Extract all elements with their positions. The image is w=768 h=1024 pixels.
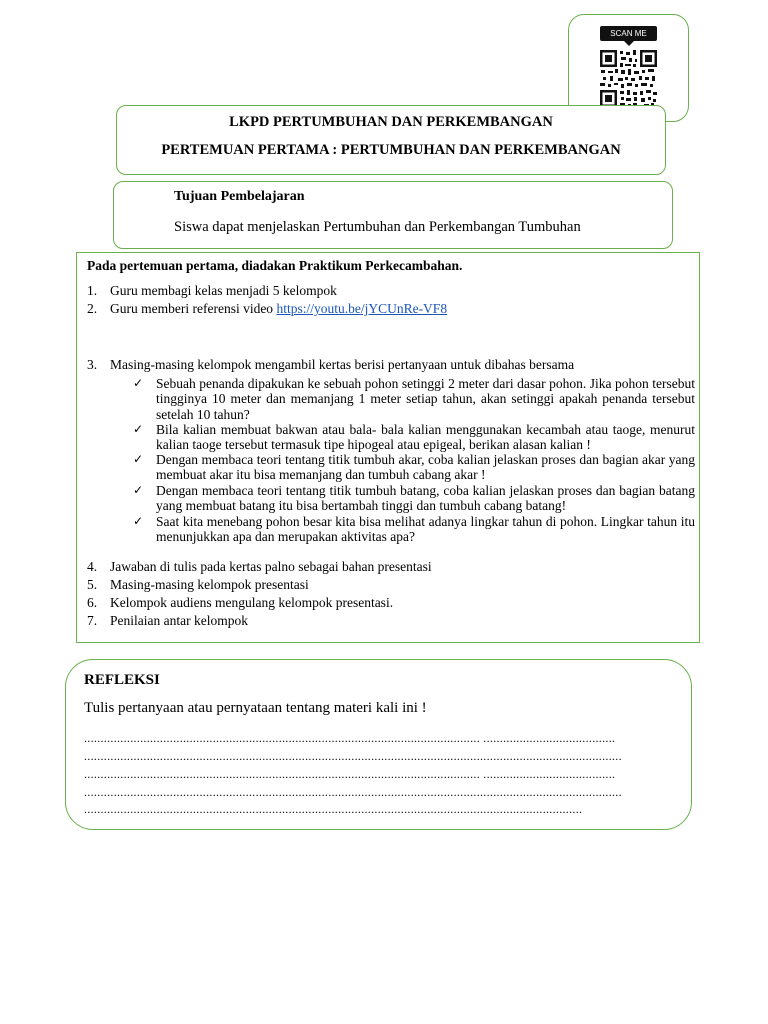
page-subtitle: PERTEMUAN PERTAMA : PERTUMBUHAN DAN PERKEMBANGAN	[161, 142, 621, 158]
qr-code-icon[interactable]	[600, 50, 657, 107]
video-link[interactable]: https://youtu.be/jYCUnRe-VF8	[276, 301, 448, 316]
list-item: 2. Guru memberi referensi video https://youtu.be/jYCUnRe-VF8	[87, 301, 448, 316]
title-box	[116, 105, 666, 175]
checkmark-icon: ✓	[133, 514, 144, 528]
checkmark-icon: ✓	[133, 483, 144, 497]
question-item: ✓ Bila kalian membuat bakwan atau bala- bala kalian menggunakan kecambah atau taoge, menurut kalian taoge tersebut termasuk tipe hipogeal atau epigeal, berikan alasan kalian !	[133, 422, 695, 453]
answer-line[interactable]: ...................................................................................................................................................................	[84, 785, 622, 799]
objective-text: Siswa dapat menjelaskan Pertumbuhan dan Perkembangan Tumbuhan	[174, 219, 581, 235]
scan-me-badge: SCAN ME	[600, 26, 657, 41]
list-item: 6. Kelompok audiens mengulang kelompok presentasi.	[87, 595, 394, 610]
question-item: ✓ Sebuah penanda dipakukan ke sebuah pohon setinggi 2 meter dari dasar pohon. Jika pohon tersebut tingginya 10 meter dan memanjang 1 meter setiap tahun, akan setinggi apakah penanda tersebut setelah 10 tahun?	[133, 376, 695, 422]
list-item: 4. Jawaban di tulis pada kertas palno sebagai bahan presentasi	[87, 559, 432, 574]
objective-heading: Tujuan Pembelajaran	[174, 189, 305, 204]
activity-box	[76, 252, 700, 643]
answer-line[interactable]: ........................................................................................................................ ........................................	[84, 767, 616, 781]
checkmark-icon: ✓	[133, 376, 144, 390]
question-item: ✓ Saat kita menebang pohon besar kita bisa melihat adanya lingkar tahun di pohon. Lingkar tahun itu menunjukkan apa dan merupakan aktivitas apa?	[133, 514, 695, 545]
answer-line[interactable]: ...................................................................................................................................................................	[84, 749, 622, 763]
list-item: 5. Masing-masing kelompok presentasi	[87, 577, 309, 592]
list-item: 7. Penilaian antar kelompok	[87, 613, 248, 628]
question-item: ✓ Dengan membaca teori tentang titik tumbuh batang, coba kalian jelaskan proses dan bagian batang yang membuat batang itu bisa bertambah tinggi dan tumbuh cabang batang!	[133, 483, 695, 514]
reflection-box	[65, 659, 692, 830]
activity-intro: Pada pertemuan pertama, diadakan Praktikum Perkecambahan.	[87, 258, 463, 273]
list-item: 1. Guru membagi kelas menjadi 5 kelompok	[87, 283, 337, 298]
checkmark-icon: ✓	[133, 422, 144, 436]
question-item: ✓ Dengan membaca teori tentang titik tumbuh akar, coba kalian jelaskan proses dan bagian akar yang membuat akar itu bisa memanjang dan tumbuh cabang akar !	[133, 452, 695, 483]
checkmark-icon: ✓	[133, 452, 144, 466]
reflection-instruction: Tulis pertanyaan atau pernyataan tentang materi kali ini !	[84, 700, 427, 716]
page-title: LKPD PERTUMBUHAN DAN PERKEMBANGAN	[229, 114, 553, 130]
learning-objective-box	[113, 181, 673, 249]
list-item: 3. Masing-masing kelompok mengambil kertas berisi pertanyaan untuk dibahas bersama	[87, 357, 575, 372]
reflection-title: REFLEKSI	[84, 672, 160, 688]
answer-line[interactable]: ........................................................................................................................ ........................................	[84, 731, 616, 745]
answer-line[interactable]: .......................................................................................................................................................	[84, 802, 583, 816]
